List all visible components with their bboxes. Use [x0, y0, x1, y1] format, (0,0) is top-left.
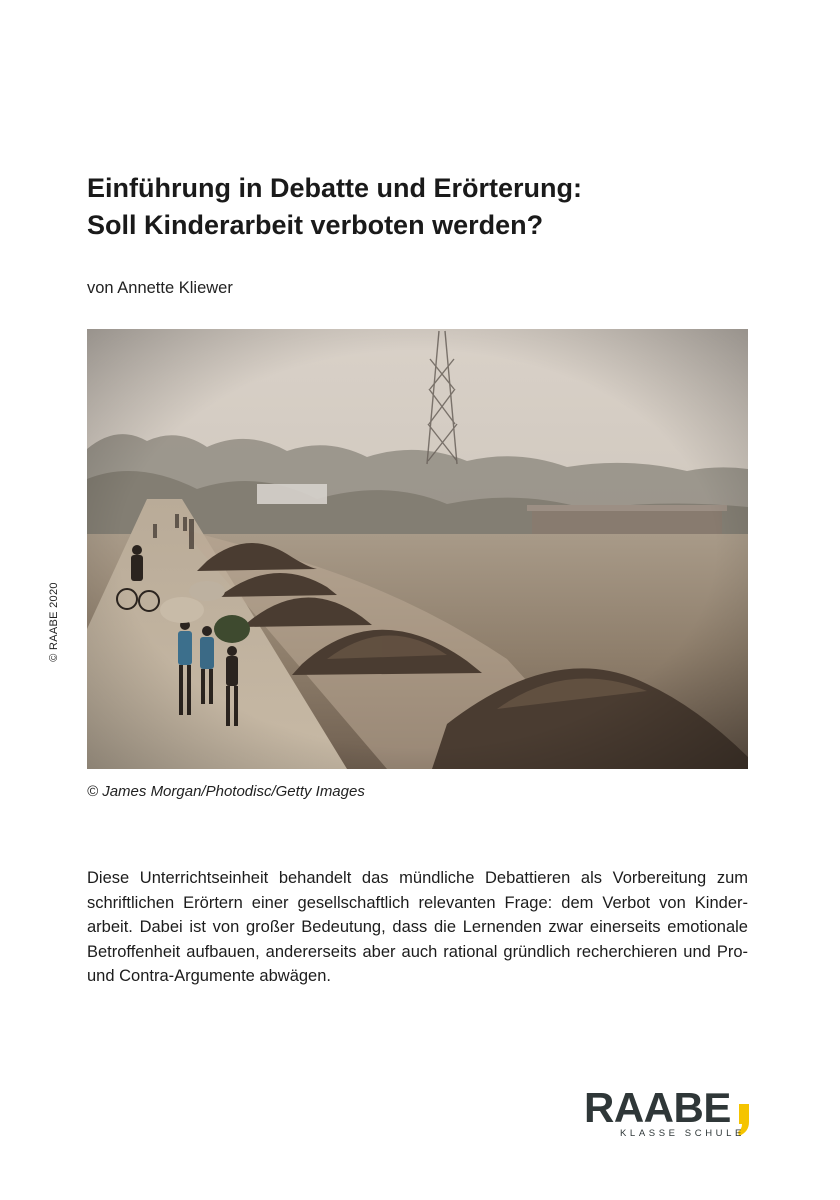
raabe-logo: [584, 1086, 756, 1142]
title-line-2: Soll Kinderarbeit verboten werden?: [87, 210, 544, 240]
author-byline: von Annette Kliewer: [87, 279, 233, 297]
intro-paragraph: Diese Unterrichtseinheit behandelt das mündliche Debattieren als Vorbereitung zum schriftlichen Erörtern einer gesellschaftlich relevanten Frage: dem Verbot von Kinderarbeit. Dabei ist von großer Bedeutung, dass die Lernenden zwar einerseits emotionale Betroffenheit aufbauen, andererseits aber auch rational gründlich recherchieren und Pro- und Contra-Argumente abwägen.: [87, 869, 748, 985]
photo-credit-caption: © James Morgan/Photodisc/Getty Images: [87, 783, 365, 800]
side-copyright-notice: © RAABE 2020: [48, 582, 60, 662]
logo-wordmark: RAABE: [584, 1084, 731, 1131]
title-line-1: Einführung in Debatte und Erörterung:: [87, 173, 582, 203]
logo-tagline: KLASSE SCHULE: [620, 1128, 745, 1139]
cover-photo: [87, 329, 748, 769]
page-title: [87, 170, 767, 244]
